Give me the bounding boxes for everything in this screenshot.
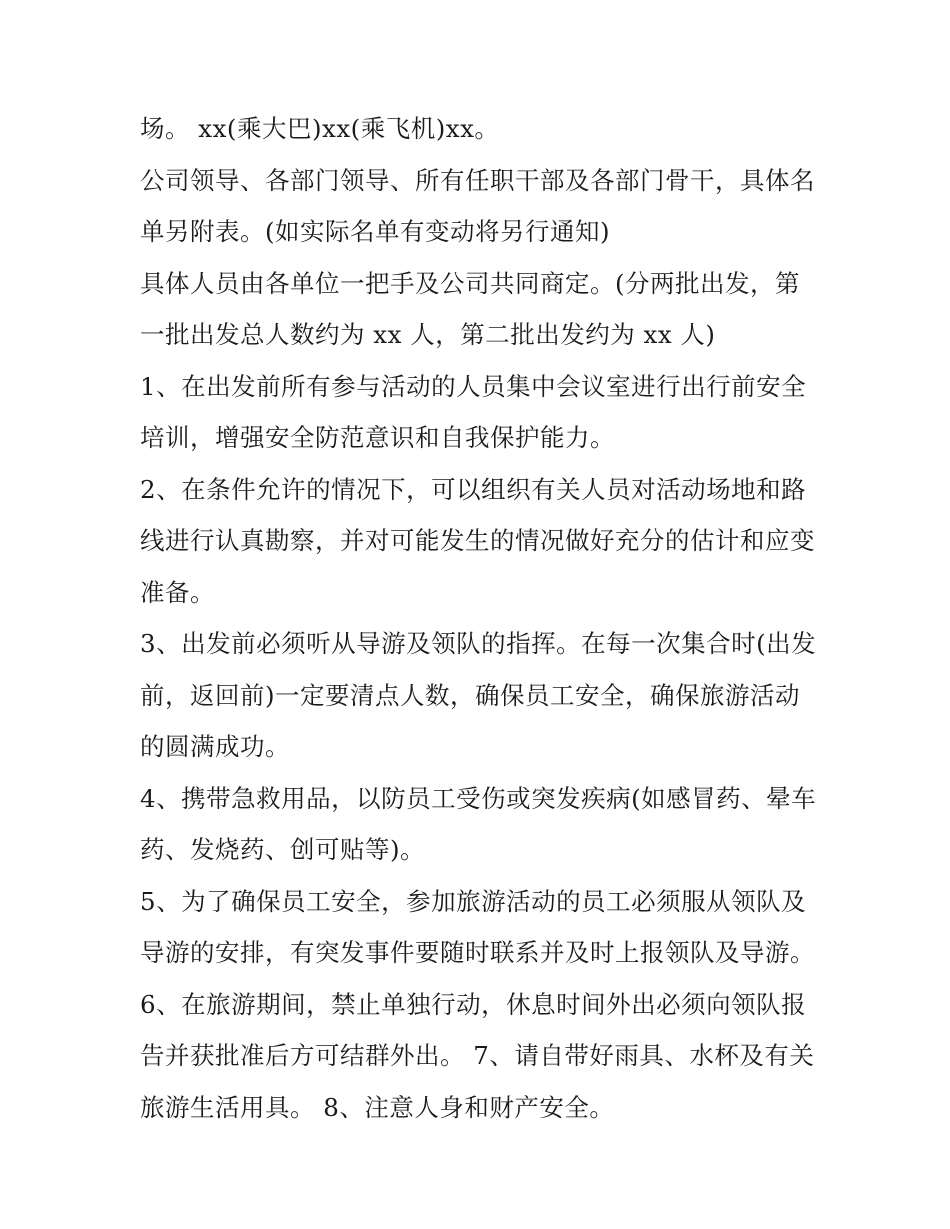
- paragraph-item-4: 4、携带急救用品，以防员工受伤或突发疾病(如感冒药、晕车药、发烧药、创可贴等)。: [140, 783, 817, 864]
- paragraph-item-2: 2、在条件允许的情况下，可以组织有关人员对活动场地和路线进行认真勘察，并对可能发生的情况做好充分的估计和应变准备。: [140, 474, 815, 607]
- paragraph-personnel-batches: 具体人员由各单位一把手及公司共同商定。(分两批出发，第一批出发总人数约为 xx 人，第二批出发约为 xx 人): [140, 268, 801, 349]
- paragraph-arrival-note: 场。 xx(乘大巴)xx(乘飞机)xx。: [140, 114, 500, 143]
- paragraph-participants: 公司领导、各部门领导、所有任职干部及各部门骨干，具体名单另附表。(如实际名单有变动将另行通知): [140, 165, 815, 246]
- paragraph-item-3: 3、出发前必须听从导游及领队的指挥。在每一次集合时(出发前，返回前)一定要清点人数，确保员工安全，确保旅游活动的圆满成功。: [140, 629, 817, 761]
- paragraph-item-6-7-8: 6、在旅游期间，禁止单独行动，休息时间外出必须向领队报告并获批准后方可结群外出。 7、请自带好雨具、水杯及有关旅游生活用具。 8、注意人身和财产安全。: [140, 989, 815, 1122]
- paragraph-item-1: 1、在出发前所有参与活动的人员集中会议室进行出行前安全培训，增强安全防范意识和自我保护能力。: [140, 371, 807, 452]
- paragraph-item-5: 5、为了确保员工安全，参加旅游活动的员工必须服从领队及导游的安排，有突发事件要随时联系并及时上报领队及导游。: [140, 886, 815, 967]
- document-body: [140, 103, 820, 1133]
